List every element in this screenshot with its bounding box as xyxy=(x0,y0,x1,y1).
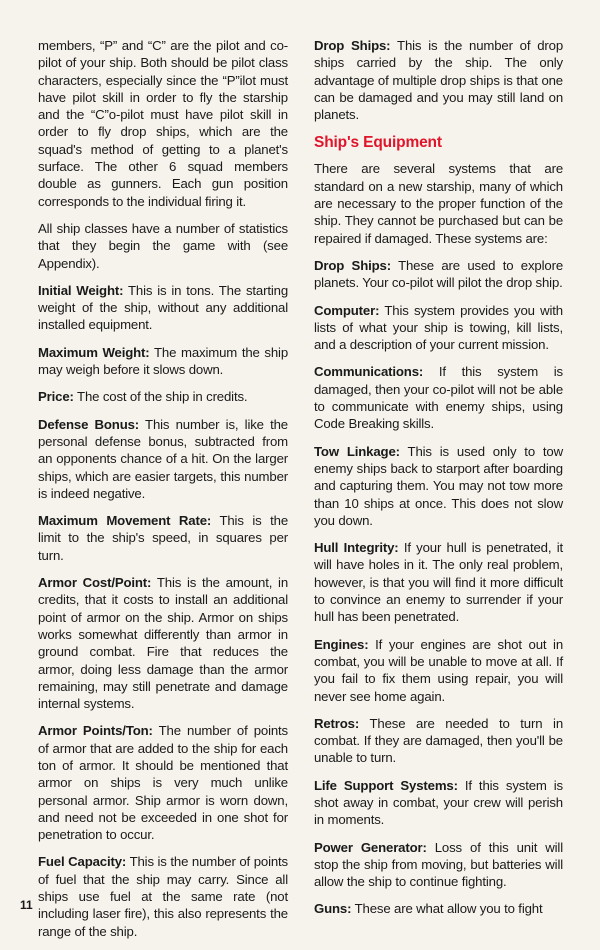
armor-points-paragraph: Armor Points/Ton: The number of points of armor that are added to the ship for each ton of armor. It should be mentioned that armor on ships is very much unlike personal armor. Ship armor is worn down, and need not be exceeded in one shot for penetration to occur. xyxy=(38,723,288,843)
power-generator-paragraph: Power Generator: Loss of this unit will stop the ship from moving, but batteries will allow the ship to continue fighting. xyxy=(314,839,563,890)
term-power-generator: Power Generator: xyxy=(314,839,427,855)
term-tow-linkage: Tow Linkage: xyxy=(314,443,400,459)
drop-ships-count-paragraph: Drop Ships: This is the number of drop ships carried by the ship. The only advantage of multiple drop ships is that one can be damaged and you may still land on planets. xyxy=(314,38,564,123)
armor-cost-paragraph: Armor Cost/Point: This is the amount, in credits, that it costs to install an additional point of armor on the ship. Armor on ships works somewhat differently than armor in ground combat. Fire that reduces the armor, doing less damage than the armor remaining, may still penetrate and damage internal systems. xyxy=(38,575,289,712)
term-armor-cost: Armor Cost/Point: xyxy=(38,575,152,591)
maximum-weight-paragraph: Maximum Weight: The maximum the ship may weigh before it slows down. xyxy=(38,344,289,378)
term-maximum-movement-rate: Maximum Movement Rate: xyxy=(38,513,212,529)
guns-paragraph: Guns: These are what allow you to fight xyxy=(314,901,543,917)
initial-weight-paragraph: Initial Weight: This is in tons. The starting weight of the ship, without any additional installed equipment. xyxy=(38,282,288,333)
page-number: 11 xyxy=(20,898,33,912)
tow-linkage-paragraph: Tow Linkage: This is used only to tow enemy ships back to starport after boarding and capturing them. You may not tow more than 10 ships at once. This does not slow you down. xyxy=(314,443,563,528)
term-maximum-weight: Maximum Weight: xyxy=(38,344,150,360)
drop-ships-paragraph: Drop Ships: These are used to explore planets. Your co-pilot will pilot the drop ship. xyxy=(314,257,564,291)
hull-integrity-paragraph: Hull Integrity: If your hull is penetrated, it will have holes in it. The only real problem, however, is that you will find it more difficult to convince an enemy to surrender if your hull has been penetrated. xyxy=(314,540,563,625)
communications-paragraph: Communications: If this system is damaged, then your co-pilot will not be able to communicate with enemy ships, using Code Breaking skills. xyxy=(314,364,563,432)
term-computer: Computer: xyxy=(314,302,380,318)
term-engines: Engines: xyxy=(314,636,369,652)
section-heading: Ship's Equipment xyxy=(314,134,442,152)
fuel-capacity-paragraph: Fuel Capacity: This is the number of points of fuel that the ship may carry. Since all ships use fuel at the same rate (not including laser fire), this also represents the range of the ship. xyxy=(38,854,288,939)
paragraph: All ship classes have a number of statistics that they begin the game with (see Appendix). xyxy=(38,220,288,271)
term-drop-ships: Drop Ships: xyxy=(314,38,391,53)
term-fuel-capacity: Fuel Capacity: xyxy=(38,854,127,870)
term-hull-integrity: Hull Integrity: xyxy=(314,540,399,556)
term-guns: Guns: xyxy=(314,901,352,917)
term-initial-weight: Initial Weight: xyxy=(38,282,124,298)
computer-paragraph: Computer: This system provides you with lists of what your ship is towing, kill lists, and a description of your current mission. xyxy=(314,302,563,353)
term-retros: Retros: xyxy=(314,715,360,731)
term-communications: Communications: xyxy=(314,364,424,380)
life-support-paragraph: Life Support Systems: If this system is shot away in combat, your crew will perish in moments. xyxy=(314,777,563,828)
right-column xyxy=(314,37,563,928)
term-defense-bonus: Defense Bonus: xyxy=(38,416,140,432)
term-armor-points: Armor Points/Ton: xyxy=(38,723,153,739)
maximum-movement-rate-paragraph: Maximum Movement Rate: This is the limit to the ship's speed, in squares per turn. xyxy=(38,513,289,563)
paragraph: members, “P” and “C” are the pilot and co-pilot of your ship. Both should be pilot class characters, especially since the “P”ilot must have pilot skill in order to fly the starship and the “C”o-pilot must have pilot skill in order to fly drop ships, which are the squad's method of getting to a planet's surface. The other 6 squad members double as gunners. Each gun position corresponds to the individual firing it. xyxy=(38,38,288,209)
paragraph: There are several systems that are standard on a new starship, many of which are necessary to the proper function of the ship. They cannot be purchased but can be repaired if damaged. These systems are: xyxy=(314,161,563,246)
price-paragraph: Price: The cost of the ship in credits. xyxy=(38,389,248,405)
term-price: Price: xyxy=(38,389,74,405)
term-drop-ships: Drop Ships: xyxy=(314,257,391,273)
retros-paragraph: Retros: These are needed to turn in combat. If they are damaged, then you'll be unable to turn. xyxy=(314,715,563,766)
defense-bonus-paragraph: Defense Bonus: This number is, like the personal defense bonus, subtracted from an opponents chance of a hit. On the larger ships, which are easier targets, this number is indeed negative. xyxy=(38,416,288,501)
term-life-support: Life Support Systems: xyxy=(314,777,458,793)
left-column xyxy=(38,37,288,950)
engines-paragraph: Engines: If your engines are shot out in combat, you will be unable to move at all. If you fail to fix them using repair, you will never see home again. xyxy=(314,636,564,704)
